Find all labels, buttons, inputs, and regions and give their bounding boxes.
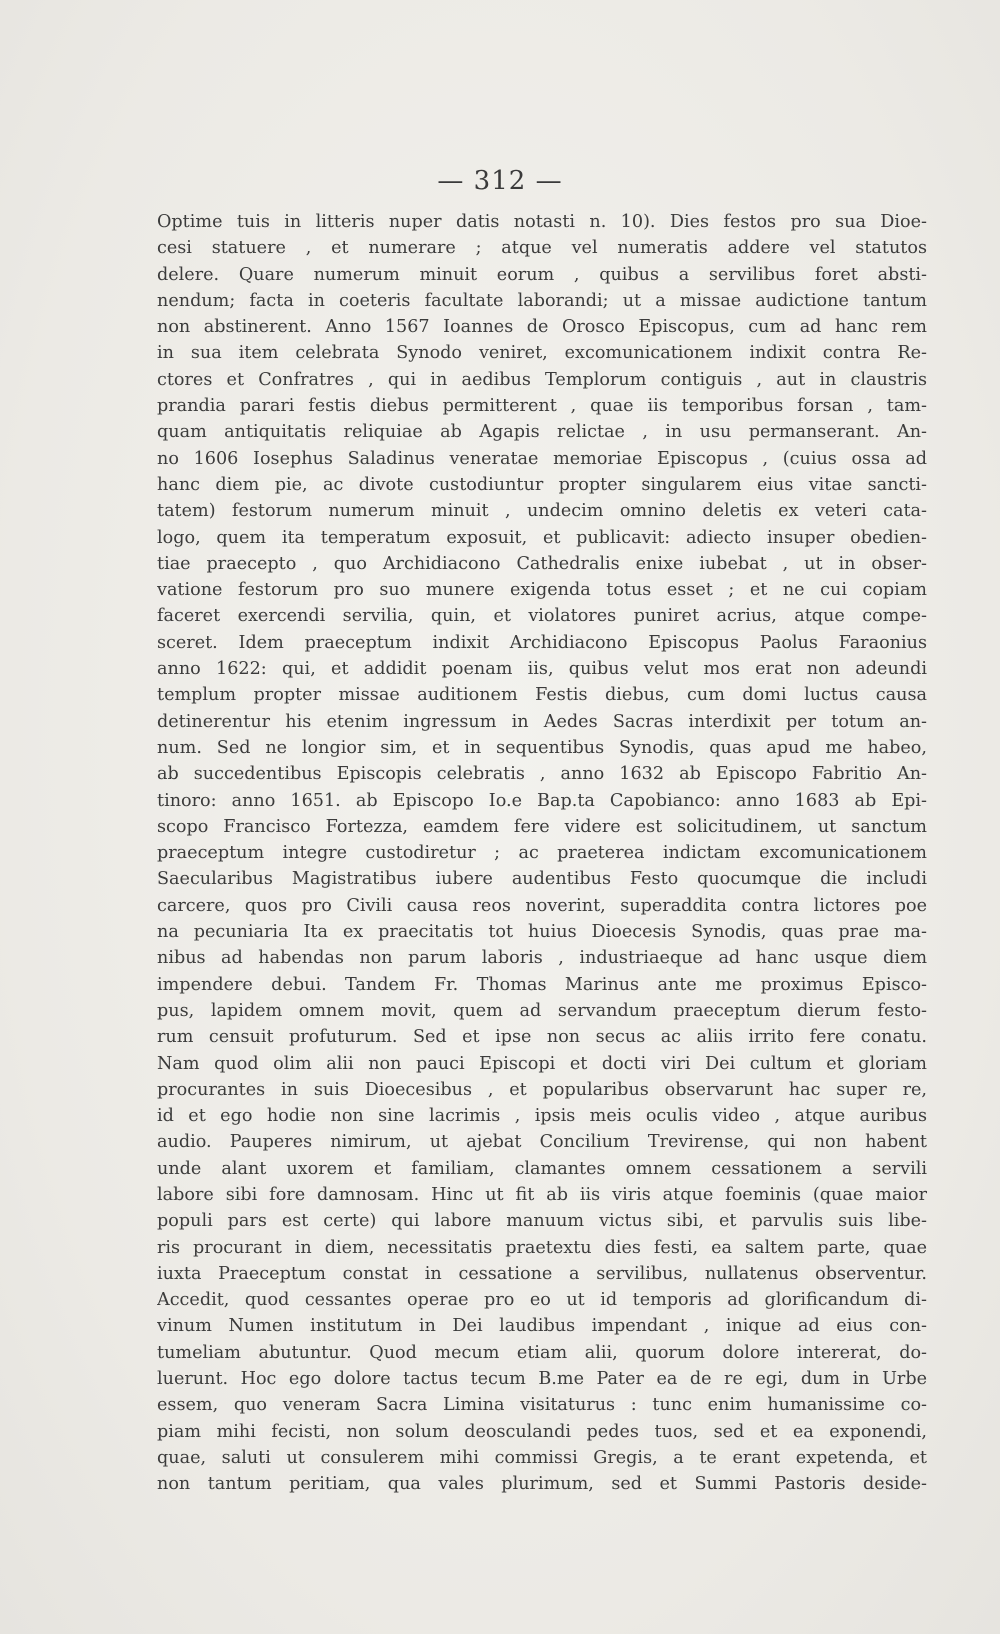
text-line: Saecularibus Magistratibus iubere audentibus Festo quocumque die includi [157,869,927,890]
text-line: ris procurant in diem, necessitatis praetextu dies festi, ea saltem parte, quae [157,1237,927,1258]
text-line: unde alant uxorem et familiam, clamantes omnem cessationem a servili [157,1158,927,1179]
text-line: quae, saluti ut consulerem mihi commissi Gregis, a te erant expetenda, et [157,1447,927,1468]
text-line: iuxta Praeceptum constat in cessatione a servilibus, nullatenus observentur. [157,1263,927,1284]
text-line: labore sibi fore damnosam. Hinc ut fit ab iis viris atque foeminis (quae maior [157,1184,927,1205]
text-line: nibus ad habendas non parum laboris , industriaeque ad hanc usque diem [157,948,927,969]
text-line: essem, quo veneram Sacra Limina visitaturus : tunc enim humanissime co- [157,1395,927,1416]
text-line: populi pars est certe) qui labore manuum victus sibi, et parvulis suis libe- [157,1211,927,1232]
text-line: scopo Francisco Fortezza, eamdem fere videre est solicitudinem, ut sanctum [157,816,927,837]
body-text [157,209,927,1498]
text-line: anno 1622: qui, et addidit poenam iis, quibus velut mos erat non adeundi [157,659,927,680]
text-line: luerunt. Hoc ego dolore tactus tecum B.me Pater ea de re egi, dum in Urbe [157,1369,927,1390]
text-line: procurantes in suis Dioecesibus , et popularibus observarunt hac super re, [157,1079,927,1100]
text-line: non tantum peritiam, qua vales plurimum, sed et Summi Pastoris deside- [157,1474,927,1495]
text-line: ctores et Confratres , qui in aedibus Templorum contiguis , aut in claustris [157,369,927,390]
text-line: quam antiquitatis reliquiae ab Agapis relictae , in usu permanserant. An- [157,422,927,443]
text-line: hanc diem pie, ac divote custodiuntur propter singularem eius vitae sancti- [157,474,927,495]
text-line: carcere, quos pro Civili causa reos noverint, superaddita contra lictores poe [157,895,927,916]
text-line: non abstinerent. Anno 1567 Ioannes de Orosco Episcopus, cum ad hanc rem [157,317,927,338]
text-line: num. Sed ne longior sim, et in sequentibus Synodis, quas apud me habeo, [157,737,927,758]
text-line: rum censuit profuturum. Sed et ipse non secus ac aliis irrito fere conatu. [157,1027,927,1048]
text-line: ab succedentibus Episcopis celebratis , anno 1632 ab Episcopo Fabritio An- [157,764,927,785]
text-line: prandia parari festis diebus permitterent , quae iis temporibus forsan , tam- [157,396,927,417]
text-line: praeceptum integre custodiretur ; ac praeterea indictam excomunicationem [157,843,927,864]
text-line: vinum Numen institutum in Dei laudibus impendant , inique ad eius con- [157,1316,927,1337]
text-line: no 1606 Iosephus Saladinus veneratae memoriae Episcopus , (cuius ossa ad [157,448,927,469]
text-line: tumeliam abutuntur. Quod mecum etiam alii, quorum dolore intererat, do- [157,1342,927,1363]
text-line: templum propter missae auditionem Festis diebus, cum domi luctus causa [157,685,927,706]
text-line: pus, lapidem omnem movit, quem ad servandum praeceptum dierum festo- [157,1000,927,1021]
text-line: tinoro: anno 1651. ab Episcopo Io.e Bap.ta Capobianco: anno 1683 ab Epi- [157,790,927,811]
text-line: Accedit, quod cessantes operae pro eo ut id temporis ad glorificandum di- [157,1290,927,1311]
text-line: logo, quem ita temperatum exposuit, et publicavit: adiecto insuper obedien- [157,527,927,548]
text-line: piam mihi fecisti, non solum deosculandi pedes tuos, sed et ea exponendi, [157,1421,927,1442]
text-line: sceret. Idem praeceptum indixit Archidiacono Episcopus Paolus Faraonius [157,632,927,653]
text-line: na pecuniaria Ita ex praecitatis tot huius Dioecesis Synodis, quas prae ma- [157,922,927,943]
text-line: in sua item celebrata Synodo veniret, excomunicationem indixit contra Re- [157,343,927,364]
text-line: faceret exercendi servilia, quin, et violatores puniret acrius, atque compe- [157,606,927,627]
text-line: cesi statuere , et numerare ; atque vel numeratis addere vel statutos [157,238,927,259]
text-line: tiae praecepto , quo Archidiacono Cathedralis enixe iubebat , ut in obser- [157,553,927,574]
page-number: — 312 — [437,166,563,196]
text-line: nendum; facta in coeteris facultate laborandi; ut a missae audictione tantum [157,290,927,311]
text-line: tatem) festorum numerum minuit , undecim omnino deletis ex veteri cata- [157,501,927,522]
text-line: id et ego hodie non sine lacrimis , ipsis meis oculis video , atque auribus [157,1106,927,1127]
text-line: impendere debui. Tandem Fr. Thomas Marinus ante me proximus Episco- [157,974,927,995]
text-line: Nam quod olim alii non pauci Episcopi et docti viri Dei cultum et gloriam [157,1053,927,1074]
text-line: audio. Pauperes nimirum, ut ajebat Concilium Trevirense, qui non habent [157,1132,927,1153]
text-line: detinerentur his etenim ingressum in Aedes Sacras interdixit per totum an- [157,711,927,732]
text-line: vatione festorum pro suo munere exigenda totus esset ; et ne cui copiam [157,580,927,601]
text-line: delere. Quare numerum minuit eorum , quibus a servilibus foret absti- [157,264,927,285]
text-line: Optime tuis in litteris nuper datis notasti n. 10). Dies festos pro sua Dioe- [157,212,927,232]
